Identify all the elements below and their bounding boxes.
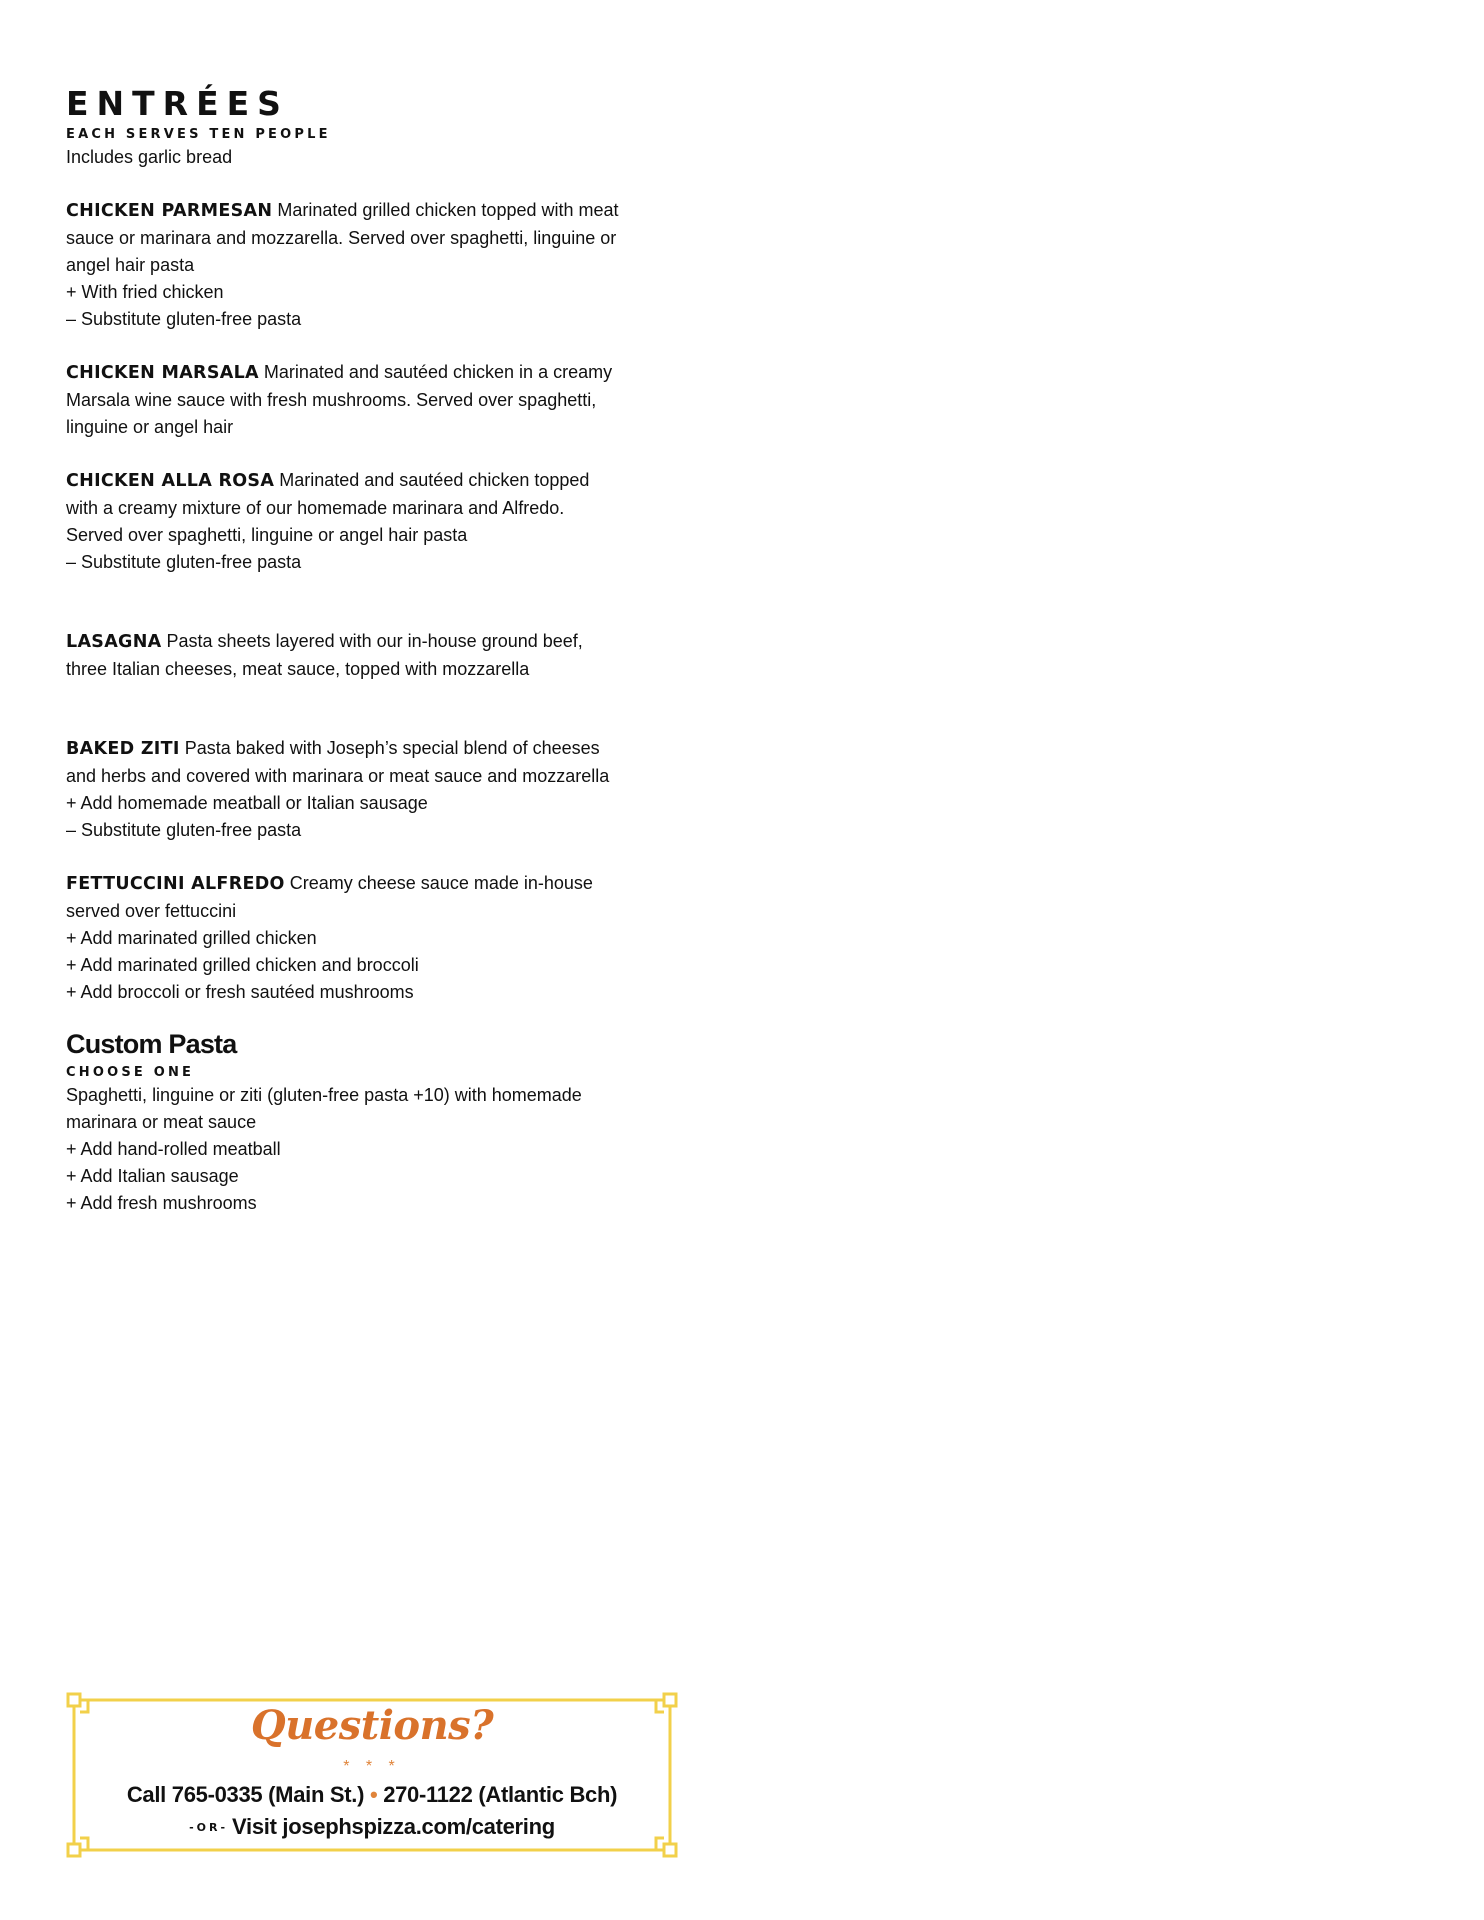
menu-item-chicken-alla-rosa: [66, 467, 626, 576]
section-subtitle: EACH SERVES TEN PEOPLE: [66, 127, 331, 142]
item-name: FETTUCCINI ALFREDO: [66, 874, 285, 894]
catering-link[interactable]: Visit josephspizza.com/catering: [232, 1814, 555, 1839]
separator-dot: •: [369, 1782, 378, 1807]
item-description: Marinated grilled chicken topped with meat sauce or marinara and mozzarella. Served over spaghetti, linguine or angel hair pasta: [66, 200, 619, 275]
stars-divider: * * *: [343, 1758, 401, 1775]
item-description: Spaghetti, linguine or ziti (gluten-free pasta +10) with homemade marinara or meat sauce: [66, 1085, 582, 1132]
menu-column: [66, 86, 626, 1217]
item-option: – Substitute gluten-free pasta: [66, 552, 302, 572]
menu-item-chicken-marsala: [66, 359, 626, 441]
item-name: CHICKEN PARMESAN: [66, 201, 273, 221]
item-option: + With fried chicken: [66, 282, 224, 302]
item-option: + Add marinated grilled chicken: [66, 928, 317, 948]
menu-item-fettuccini-alfredo: [66, 870, 626, 1006]
menu-item-baked-ziti: [66, 735, 626, 844]
item-description: Marinated and sautéed chicken in a creamy Marsala wine sauce with fresh mushrooms. Served over spaghetti, linguine or angel hair: [66, 362, 613, 437]
custom-pasta-subtitle: CHOOSE ONE: [66, 1065, 195, 1080]
custom-pasta-title: Custom Pasta: [66, 1029, 237, 1059]
section-note: Includes garlic bread: [66, 147, 233, 167]
item-option: + Add hand-rolled meatball: [66, 1139, 281, 1159]
item-name: BAKED ZITI: [66, 739, 180, 759]
questions-box: [66, 1690, 678, 1860]
custom-pasta-body: [66, 1082, 626, 1217]
item-name: LASAGNA: [66, 632, 162, 652]
menu-item-chicken-parmesan: [66, 197, 626, 333]
item-option: + Add broccoli or fresh sautéed mushrooms: [66, 982, 414, 1002]
item-description: Pasta baked with Joseph’s special blend of cheeses and herbs and covered with marinara or meat sauce and mozzarella: [66, 738, 610, 786]
visit-line: [66, 1814, 678, 1840]
menu-item-lasagna: [66, 628, 626, 683]
phone-main[interactable]: Call 765-0335 (Main St.): [126, 1782, 365, 1807]
item-description: Pasta sheets layered with our in-house ground beef, three Italian cheeses, meat sauce, topped with mozzarella: [66, 631, 583, 679]
section-title: ENTRÉES: [66, 84, 289, 123]
phone-line: [66, 1782, 678, 1808]
item-description: Marinated and sautéed chicken topped with a creamy mixture of our homemade marinara and Alfredo. Served over spaghetti, linguine or angel hair pasta: [66, 470, 590, 545]
or-label: -OR-: [189, 1821, 229, 1834]
item-name: CHICKEN ALLA ROSA: [66, 471, 275, 491]
item-option: – Substitute gluten-free pasta: [66, 820, 302, 840]
item-option: + Add fresh mushrooms: [66, 1193, 257, 1213]
item-option: + Add marinated grilled chicken and broccoli: [66, 955, 419, 975]
item-option: + Add Italian sausage: [66, 1166, 239, 1186]
custom-pasta-section: [66, 1028, 626, 1217]
phone-beach[interactable]: 270-1122 (Atlantic Bch): [383, 1782, 618, 1807]
item-description: Creamy cheese sauce made in-house served over fettuccini: [66, 873, 593, 921]
item-option: + Add homemade meatball or Italian sausage: [66, 793, 428, 813]
item-option: – Substitute gluten-free pasta: [66, 309, 302, 329]
item-name: CHICKEN MARSALA: [66, 363, 259, 383]
questions-title: Questions?: [250, 1702, 494, 1749]
